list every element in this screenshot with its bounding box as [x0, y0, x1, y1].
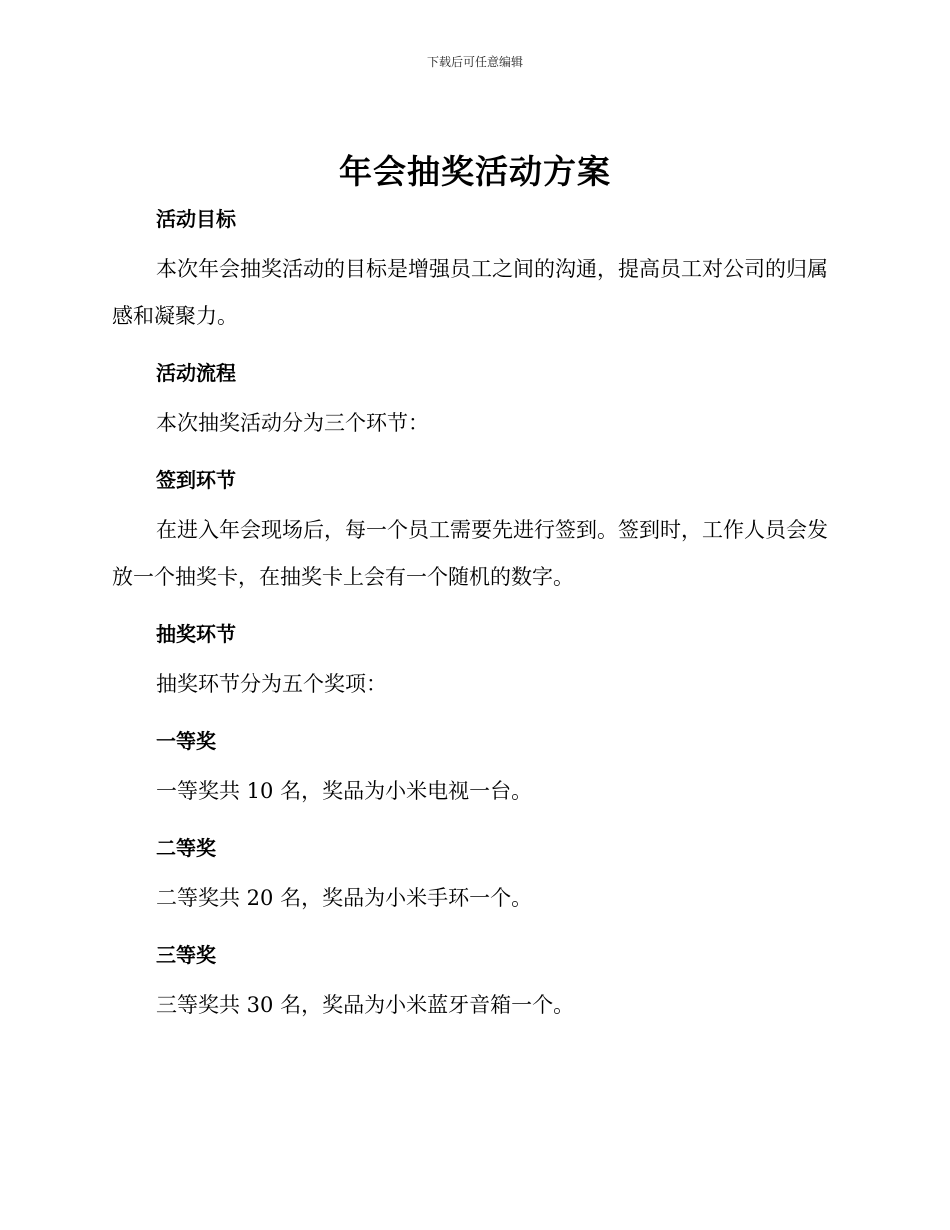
section-paragraph-lottery: 抽奖环节分为五个奖项： — [156, 672, 387, 696]
section-heading-signin: 签到环节 — [156, 468, 236, 492]
section-heading-second-prize: 二等奖 — [156, 836, 216, 860]
document-body — [112, 198, 832, 1029]
section-heading-goal: 活动目标 — [156, 207, 236, 231]
section-paragraph-signin: 在进入年会现场后，每一个员工需要先进行签到。签到时，工作人员会发放一个抽奖卡，在抽奖卡上会有一个随机的数字。 — [112, 518, 828, 589]
page-header-note: 下载后可任意编辑 — [426, 55, 523, 69]
section-heading-first-prize: 一等奖 — [156, 729, 216, 753]
section-heading-lottery: 抽奖环节 — [156, 622, 236, 646]
section-paragraph-first-prize: 一等奖共 10 名，奖品为小米电视一台。 — [156, 779, 533, 803]
document-title: 年会抽奖活动方案 — [339, 152, 611, 191]
section-paragraph-goal: 本次年会抽奖活动的目标是增强员工之间的沟通，提高员工对公司的归属感和凝聚力。 — [112, 257, 828, 328]
section-paragraph-second-prize: 二等奖共 20 名，奖品为小米手环一个。 — [156, 886, 533, 910]
section-heading-third-prize: 三等奖 — [156, 943, 216, 967]
section-paragraph-third-prize: 三等奖共 30 名，奖品为小米蓝牙音箱一个。 — [156, 993, 575, 1017]
section-paragraph-process: 本次抽奖活动分为三个环节： — [156, 411, 429, 435]
section-heading-process: 活动流程 — [156, 361, 236, 385]
